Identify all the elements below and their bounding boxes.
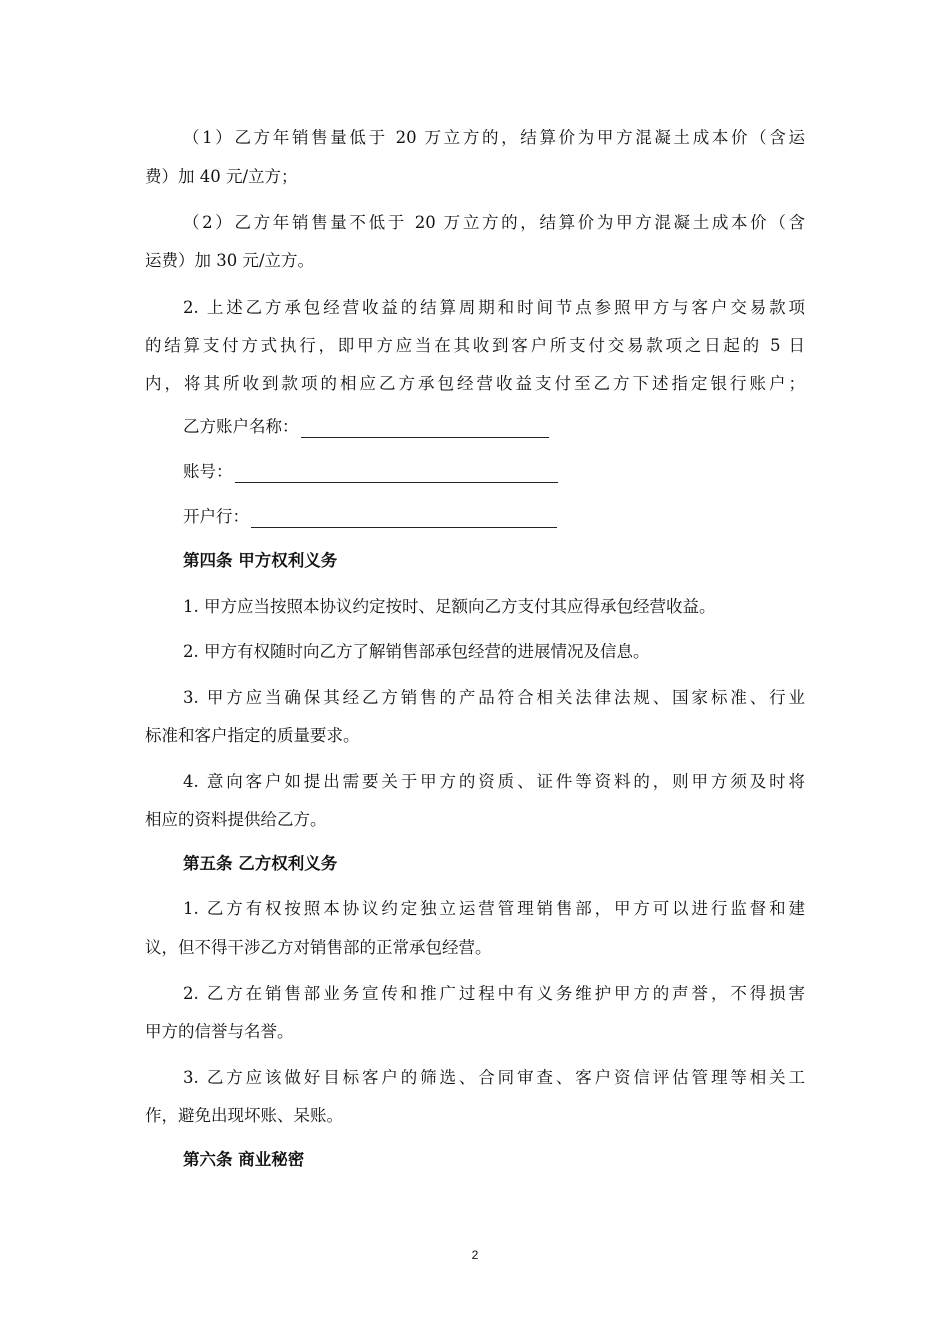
- clause-line: （1）乙方年销售量低于 20 万立方的，结算价为甲方混凝土成本价（含运: [183, 128, 805, 147]
- article-5-paragraph: 3. 乙方应该做好目标客户的筛选、合同审查、客户资信评估管理等相关工: [183, 1068, 805, 1087]
- article-4-paragraph: 3. 甲方应当确保其经乙方销售的产品符合相关法律法规、国家标准、行业: [183, 688, 805, 707]
- clause-line: 的结算支付方式执行，即甲方应当在其收到客户所支付交易款项之日起的 5 日: [145, 336, 805, 355]
- article-4-paragraph: 1. 甲方应当按照本协议约定按时、足额向乙方支付其应得承包经营收益。: [183, 597, 716, 616]
- article-5-heading: 第五条 乙方权利义务: [183, 854, 338, 873]
- article-4-paragraph: 4. 意向客户如提出需要关于甲方的资质、证件等资料的，则甲方须及时将: [183, 772, 805, 791]
- account-number-label: 账号：: [183, 462, 233, 481]
- page-number: 2: [471, 1248, 479, 1262]
- clause-line: 2. 上述乙方承包经营收益的结算周期和时间节点参照甲方与客户交易款项: [183, 298, 805, 317]
- bank-blank: [251, 509, 557, 528]
- clause-line: （2）乙方年销售量不低于 20 万立方的，结算价为甲方混凝土成本价（含: [183, 213, 805, 232]
- article-4-paragraph: 2. 甲方有权随时向乙方了解销售部承包经营的进展情况及信息。: [183, 642, 650, 661]
- article-4-paragraph: 标准和客户指定的质量要求。: [145, 726, 360, 745]
- article-6-heading: 第六条 商业秘密: [183, 1150, 305, 1169]
- account-number-field: [183, 461, 558, 483]
- article-5-paragraph: 1. 乙方有权按照本协议约定独立运营管理销售部，甲方可以进行监督和建: [183, 899, 805, 918]
- clause-line: 运费）加 30 元/立方。: [145, 251, 315, 270]
- article-5-paragraph: 甲方的信誉与名誉。: [145, 1022, 294, 1041]
- bank-field: [183, 506, 557, 528]
- account-number-blank: [235, 464, 558, 483]
- account-name-field: [183, 416, 549, 438]
- clause-line: 内，将其所收到款项的相应乙方承包经营收益支付至乙方下述指定银行账户；: [145, 374, 805, 393]
- article-4-heading: 第四条 甲方权利义务: [183, 551, 338, 570]
- account-name-blank: [301, 419, 549, 438]
- article-5-paragraph: 议，但不得干涉乙方对销售部的正常承包经营。: [145, 938, 492, 957]
- bank-label: 开户行：: [183, 507, 249, 526]
- article-4-paragraph: 相应的资料提供给乙方。: [145, 810, 327, 829]
- article-5-paragraph: 2. 乙方在销售部业务宣传和推广过程中有义务维护甲方的声誉，不得损害: [183, 984, 805, 1003]
- article-5-paragraph: 作，避免出现坏账、呆账。: [145, 1106, 343, 1125]
- clause-line: 费）加 40 元/立方；: [145, 167, 298, 186]
- account-name-label: 乙方账户名称：: [183, 417, 299, 436]
